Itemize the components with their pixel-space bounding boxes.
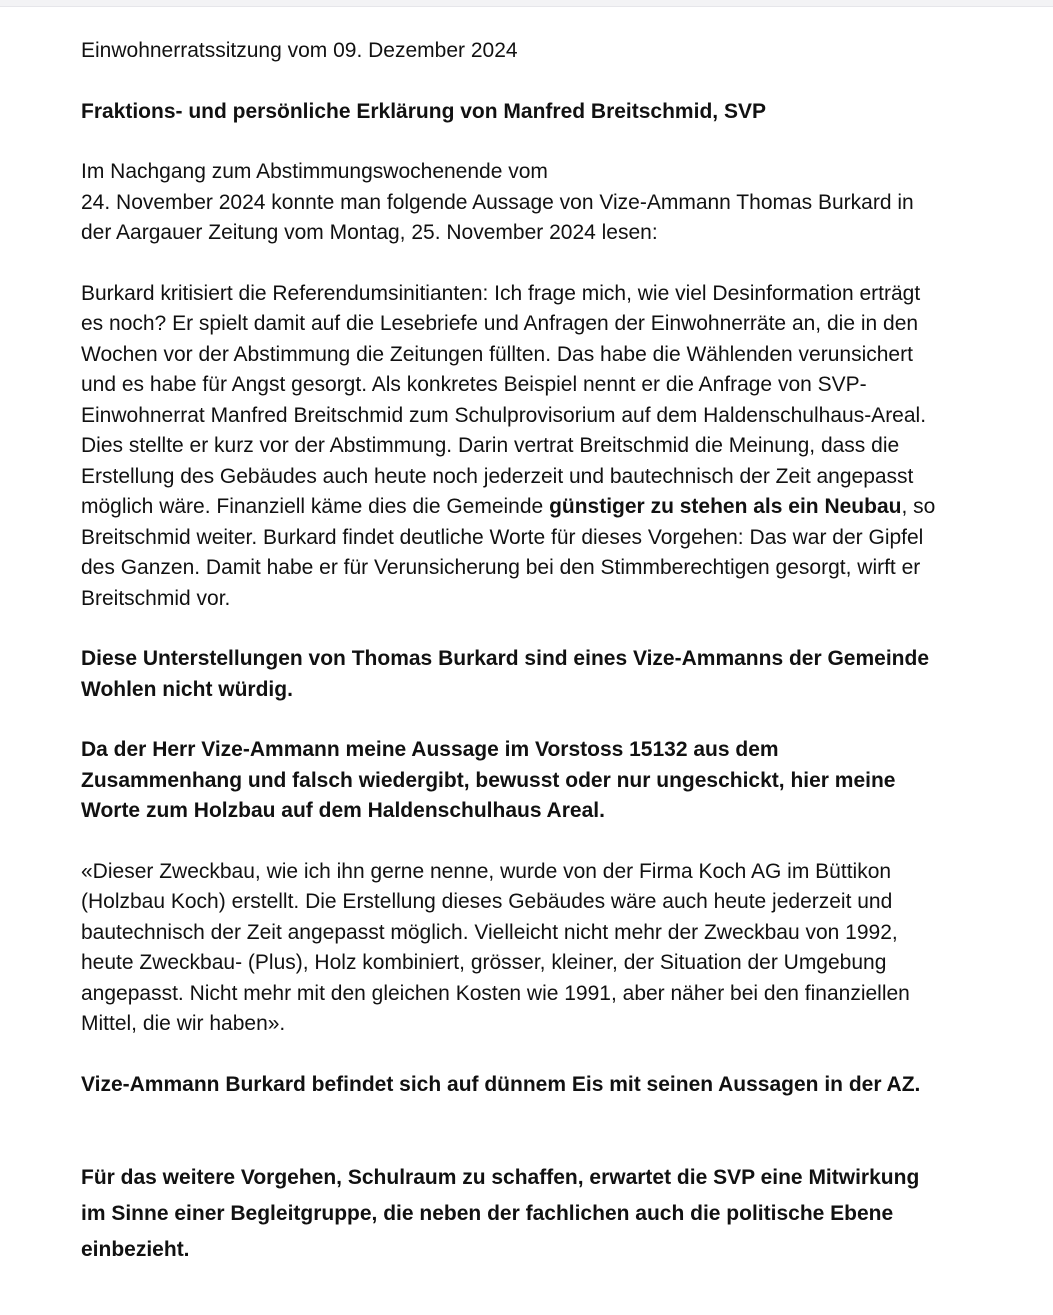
bold-statement-line: Diese Unterstellungen von Thomas Burkard sind eines Vize-Ammanns der Gemeinde [81,647,930,670]
bold-statement-line: Da der Herr Vize-Ammann meine Aussage im Vorstoss 15132 aus dem [81,738,779,761]
bold-statement-line: einbezieht. [81,1238,190,1261]
newspaper-quote-line: und es habe für Angst gesorgt. Als konkretes Beispiel nennt er die Anfrage von SVP- [81,373,867,396]
intro-line: der Aargauer Zeitung vom Montag, 25. November 2024 lesen: [81,221,658,244]
bold-statement-line: Für das weitere Vorgehen, Schulraum zu schaffen, erwartet die SVP eine Mitwirkung [81,1166,920,1189]
own-quote-paragraph [81,857,1011,1040]
newspaper-quote-line: Breitschmid weiter. Burkard findet deutliche Worte für dieses Vorgehen: Das war der Gipfel [81,525,924,549]
intro-line: Im Nachgang zum Abstimmungswochenende vom [81,160,548,183]
newspaper-quote-paragraph [81,279,1011,615]
bold-statement-clarification [81,735,1011,827]
bold-statement-line: Wohlen nicht würdig. [81,677,293,701]
page-top-border [0,0,1053,7]
newspaper-quote-line: Burkard kritisiert die Referendumsinitianten: Ich frage mich, wie viel Desinformation erträgt [81,281,921,305]
bold-statement-line: Worte zum Holzbau auf dem Haldenschulhaus Areal. [81,799,605,822]
bold-statement-line: im Sinne einer Begleitgruppe, die neben der fachlichen auch die politische Ebene [81,1202,894,1225]
newspaper-quote-line: Einwohnerrat Manfred Breitschmid zum Schulprovisorium auf dem Haldenschulhaus-Areal. [81,403,927,427]
newspaper-quote-line: des Ganzen. Damit habe er für Verunsicherung bei den Stimmberechtigen gesorgt, wirft er [81,556,921,579]
mixed-line-end: , so [901,495,936,518]
newspaper-quote-mixed-line [81,492,1011,523]
bold-statement-line: Zusammenhang und falsch wiedergibt, bewusst oder nur ungeschickt, hier meine [81,768,896,792]
own-quote-line: (Holzbau Koch) erstellt. Die Erstellung dieses Gebäudes wäre auch heute jederzeit und [81,890,893,913]
document-page [81,36,1011,1268]
intro-line: 24. November 2024 konnte man folgende Aussage von Vize-Ammann Thomas Burkard in [81,190,914,214]
newspaper-quote-line: Wochen vor der Abstimmung die Zeitungen füllten. Das habe die Wählenden verunsichert [81,342,913,366]
mixed-line-start: möglich wäre. Finanziell käme dies die Gemeinde [81,495,550,518]
own-quote-line: heute Zweckbau- (Plus), Holz kombiniert, grösser, kleiner, der Situation der Umgebung [81,951,887,974]
bold-statement-unworthy [81,644,1011,705]
bold-statement-expectation [81,1160,1011,1268]
own-quote-line: Mittel, die wir haben». [81,1012,286,1035]
own-quote-line: bautechnisch der Zeit angepasst möglich. Vielleicht nicht mehr der Zweckbau von 1992, [81,920,898,944]
own-quote-line: «Dieser Zweckbau, wie ich ihn gerne nenne, wurde von der Firma Koch AG im Büttikon [81,859,892,883]
bold-statement-thin-ice: Vize-Ammann Burkard befindet sich auf dünnem Eis mit seinen Aussagen in der AZ. [81,1072,921,1096]
newspaper-quote-line: es noch? Er spielt damit auf die Lesebriefe und Anfragen der Einwohnerräte an, die in den [81,312,919,335]
newspaper-quote-line: Erstellung des Gebäudes auch heute noch jederzeit und bautechnisch der Zeit angepasst [81,464,914,488]
emphasized-phrase: günstiger zu stehen als ein Neubau [549,495,902,518]
intro-paragraph [81,157,1011,249]
declaration-heading: Fraktions- und persönliche Erklärung von Manfred Breitschmid, SVP [81,99,766,123]
session-date-line: Einwohnerratssitzung vom 09. Dezember 2024 [81,39,518,62]
own-quote-line: angepasst. Nicht mehr mit den gleichen Kosten wie 1991, aber näher bei den finanziellen [81,981,910,1005]
newspaper-quote-line: Dies stellte er kurz vor der Abstimmung. Darin vertrat Breitschmid die Meinung, dass die [81,434,900,457]
newspaper-quote-line: Breitschmid vor. [81,586,231,610]
